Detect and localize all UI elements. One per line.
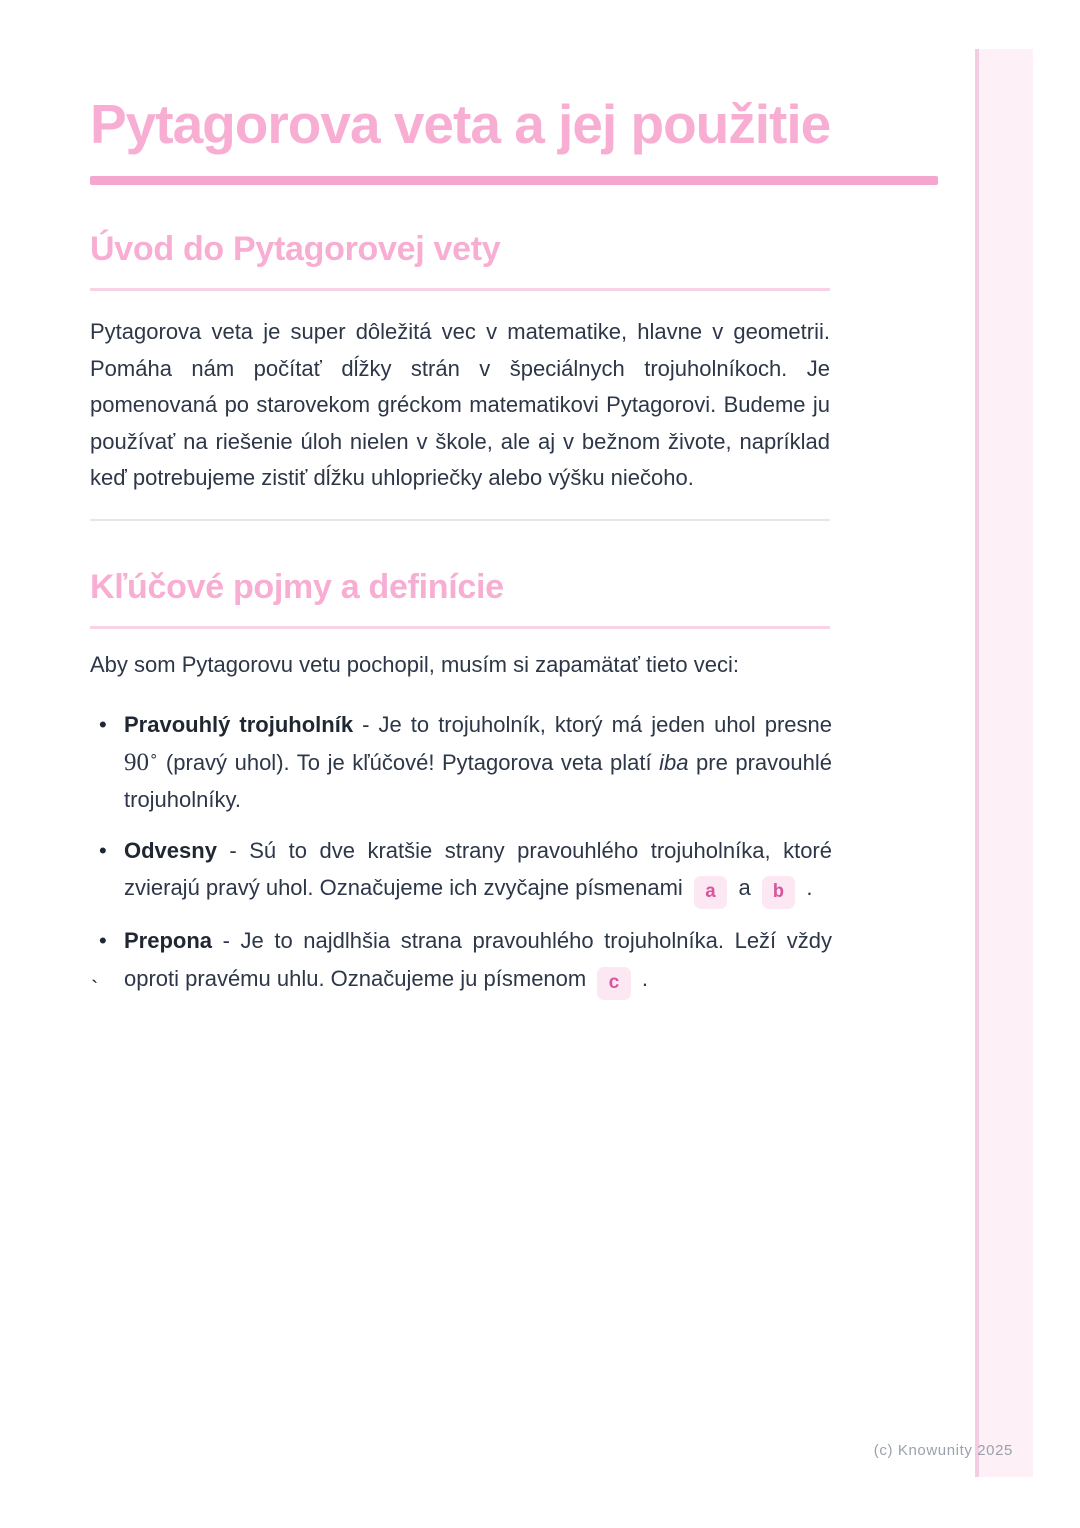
right-triangle-text-3: pre pravouhlé trojuholníky. — [124, 749, 832, 812]
copyright-footer: (c) Knowunity 2025 — [873, 1442, 1013, 1459]
hypotenuse-text-end: . — [635, 965, 648, 991]
emphasis-iba: iba — [659, 749, 689, 775]
list-item-right-triangle — [90, 706, 832, 819]
page-title: Pytagorova veta a jej použitie — [90, 93, 831, 155]
term-hypotenuse: Prepona — [124, 928, 213, 953]
hypotenuse-text-1: Je to najdlhšia strana pravouhlého trojuholníka. Leží vždy oproti pravému uhlu. Označujeme ju písmenom — [124, 928, 832, 991]
dash-separator: - — [353, 712, 379, 737]
legs-text-1: Sú to dve kratšie strany pravouhlého trojuholníka, ktoré zvierajú pravý uhol. Označujeme ich zvyčajne písmenami — [124, 837, 832, 900]
list-item-hypotenuse — [90, 922, 832, 1000]
section-heading-rule-terms — [90, 626, 830, 629]
degree-symbol: ∘ — [149, 748, 159, 765]
section-heading-terms: Kľúčové pojmy a definície — [90, 568, 504, 606]
code-badge-b: b — [762, 876, 795, 909]
dash-separator: - — [212, 928, 241, 953]
code-badge-a: a — [694, 876, 727, 909]
stray-backtick-char: ` — [91, 976, 99, 1001]
section-heading-intro: Úvod do Pytagorovej vety — [90, 230, 501, 268]
section-divider — [90, 519, 830, 521]
dash-separator: - — [216, 837, 250, 863]
legs-conjunction: a — [732, 875, 757, 900]
term-right-triangle: Pravouhlý trojuholník — [124, 712, 354, 737]
term-legs: Odvesny — [124, 837, 217, 863]
legs-text-end: . — [800, 875, 813, 900]
title-underline-rule — [90, 176, 938, 185]
right-triangle-text-2: (pravý uhol). To je kľúčové! Pytagorova veta platí — [158, 749, 660, 775]
angle-90-value: 90 — [124, 748, 149, 776]
terms-list — [90, 706, 832, 1013]
decorative-side-stripe — [975, 49, 1033, 1477]
list-item-legs — [90, 832, 832, 910]
code-badge-c: c — [597, 967, 630, 1000]
section-heading-rule-intro — [90, 288, 830, 291]
right-triangle-text-1: Je to trojuholník, ktorý má jeden uhol presne — [378, 712, 832, 737]
terms-intro-line: Aby som Pytagorovu vetu pochopil, musím si zapamätať tieto veci: — [90, 652, 739, 677]
angle-90-math — [124, 749, 158, 776]
intro-paragraph: Pytagorova veta je super dôležitá vec v matematike, hlavne v geometrii. Pomáha nám počítať dĺžky strán v špeciálnych trojuholníkoch. Je pomenovaná po starovekom gréckom matematikovi Pytagorovi. Budeme ju používať na riešenie úloh nielen v škole, ale aj v bežnom živote, napríklad keď potrebujeme zistiť dĺžku uhlopriečky alebo výšku niečoho. — [90, 319, 830, 490]
